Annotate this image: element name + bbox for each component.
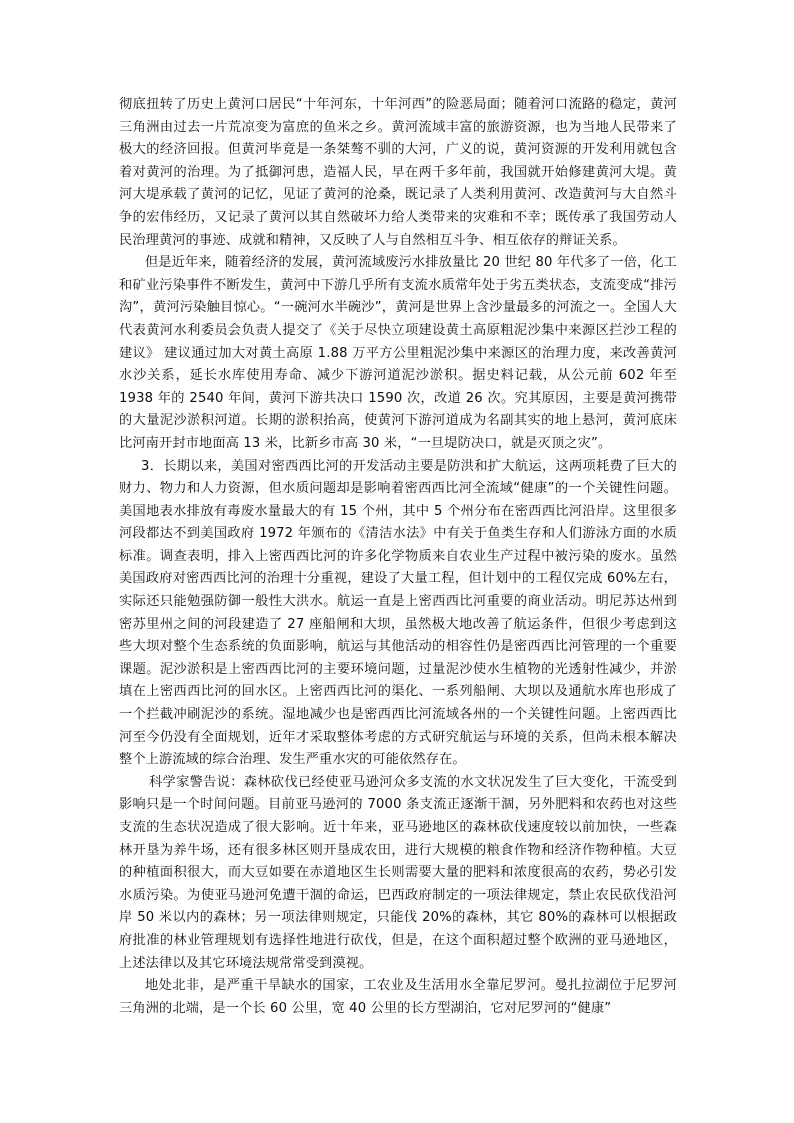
paragraph-yellow-river-pollution: 但是近年来，随着经济的发展，黄河流域废污水排放量比 20 世纪 80 年代多了一倍，化工和矿业污染事件不断发生，黄河中下游几乎所有支流水质常年处于劣五类状态，支流变成“排污沟”，黄河污染触目惊心。“一碗河水半碗沙”，黄河是世界上含沙量最多的河流之一。全国人大代表黄河水利委员会负责人提交了《关于尽快立项建设黄土高原粗泥沙集中来源区拦沙工程的建议》 建议通过加大对黄土高原 1.88 万平方公里粗泥沙集中来源区的治理力度，来改善黄河水沙关系，延长水库使用寿命、减少下游河道泥沙淤积。据史料记载，从公元前 602 年至 1938 年的 2540 年间，黄河下游共决口 1590 次，改道 26 次。究其原因，主要是黄河携带的大量泥沙淤积河道。长期的淤积抬高，使黄河下游河道成为名副其实的地上悬河，黄河底床比河南开封市地面高 13 米，比新乡市高 30 米，“一旦堤防决口，就是灭顶之灾”。 — [119, 255, 677, 451]
paragraph-mississippi: 3．长期以来，美国对密西西比河的开发活动主要是防洪和扩大航运，这两项耗费了巨大的财力、物力和人力资源，但水质问题却是影响着密西西比河全流域“健康”的一个关键性问题。美国地表水排放有毒废水量最大的有 15 个州，其中 5 个州分布在密西西比河沿岸。这里很多河段都达不到美国政府 1972 年颁布的《清洁水法》中有关于鱼类生存和人们游泳方面的水质标准。调查表明，排入上密西西比河的许多化学物质来自农业生产过程中被污染的废水。虽然美国政府对密西西比河的治理十分重视，建设了大量工程，但计划中的工程仅完成 60%左右，实际还只能勉强防御一般性大洪水。航运一直是上密西西比河重要的商业活动。明尼苏达州到密苏里州之间的河段建造了 27 座船闸和大坝，虽然极大地改善了航运条件，但很少考虑到这些大坝对整个生态系统的负面影响，航运与其他活动的相容性仍是密西西比河管理的一个重要课题。泥沙淤积是上密西西比河的主要环境问题，过量泥沙使水生植物的光透射性减少，并淤填在上密西西比河的回水区。上密西西比河的渠化、一系列船闸、大坝以及通航水库也形成了一个拦截冲刷泥沙的系统。湿地减少也是密西西比河流域各州的一个关键性问题。上密西西比河至今仍没有全面规划，近年才采取整体考虑的方式研究航运与环境的关系，但尚未根本解决整个上游流域的综合治理、发生严重水灾的可能依然存在。 — [119, 458, 677, 768]
paragraph-yellow-river-delta: 彻底扭转了历史上黄河口居民“十年河东，十年河西”的险恶局面；随着河口流路的稳定，黄河三角洲由过去一片荒凉变为富庶的鱼米之乡。黄河流域丰富的旅游资源，也为当地人民带来了极大的经济回报。但黄河毕竟是一条桀骜不驯的大河，广义的说，黄河资源的开发利用就包含着对黄河的治理。为了抵御河患，造福人民，早在两千多年前，我国就开始修建黄河大堤。黄河大堤承载了黄河的记忆，见证了黄河的沧桑，既记录了人类利用黄河、改造黄河与大自然斗争的宏伟经历，又记录了黄河以其自然破坏力给人类带来的灾难和不幸；既传承了我国劳动人民治理黄河的事迹、成就和精神，又反映了人与自然相互斗争、相互依存的辩证关系。 — [119, 97, 677, 248]
paragraph-nile: 地处北非，是严重干旱缺水的国家，工农业及生活用水全靠尼罗河。曼扎拉湖位于尼罗河三角洲的北端，是一个长 60 公里，宽 40 公里的长方型湖泊，它对尼罗河的“健康” — [119, 978, 677, 1016]
paragraph-amazon: 科学家警告说：森林砍伐已经使亚马逊河众多支流的水文状况发生了巨大变化，干流受到影响只是一个时间问题。目前亚马逊河的 7000 条支流正逐渐干涸，另外肥料和农药也对这些支流的生态状况造成了很大影响。近十年来，亚马逊地区的森林砍伐速度较以前加快，一些森林开垦为养牛场，还有很多林区则开垦成农田，进行大规模的粮食作物和经济作物种植。大豆的种植面积很大，而大豆如要在赤道地区生长则需要大量的肥料和浓度很高的农药，势必引发水质污染。为使亚马逊河免遭干涸的命运，巴西政府制定的一项法律规定，禁止农民砍伐沿河岸 50 米以内的森林；另一项法律则规定，只能伐 20%的森林，其它 80%的森林可以根据政府批准的林业管理规划有选择性地进行砍伐，但是，在这个面积超过整个欧洲的亚马逊地区，上述法律以及其它环境法规常常受到漠视。 — [119, 774, 677, 971]
document-body — [119, 94, 677, 1020]
